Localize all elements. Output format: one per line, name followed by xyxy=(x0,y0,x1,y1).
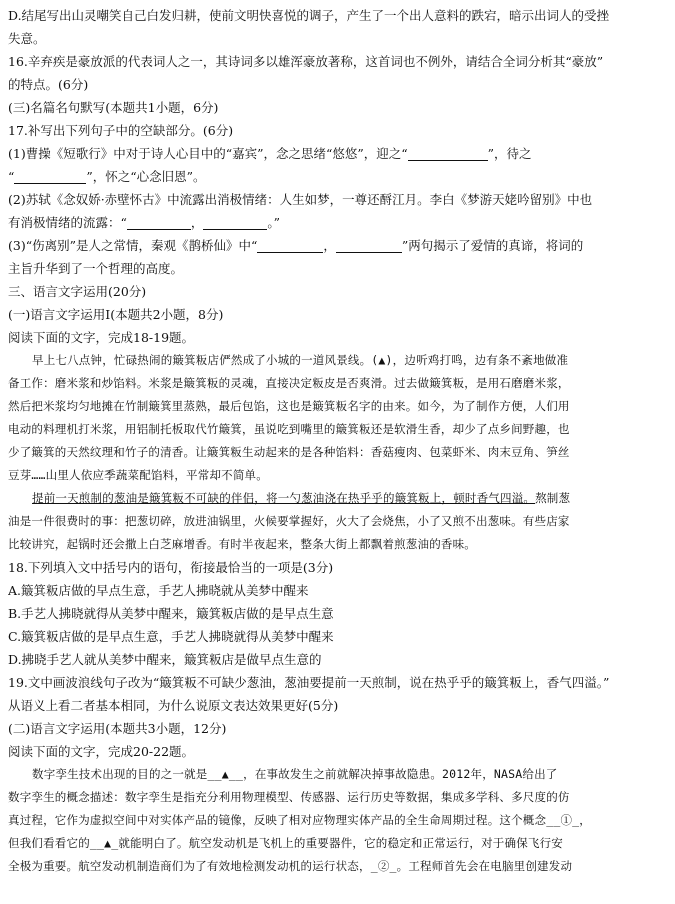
line-text: 17.补写出下列句子中的空缺部分。(6分) xyxy=(8,123,234,138)
line-text: A.簸箕粄店做的早点生意，手艺人拂晓就从美梦中醒来 xyxy=(8,583,309,598)
line-text-after-blank: ”，怀之“心念旧恩”。 xyxy=(86,169,206,184)
text-line xyxy=(8,280,645,303)
line-text: (二)语言文字运用(本题共3小题，12分) xyxy=(8,721,227,736)
fill-in-blank[interactable] xyxy=(336,238,402,253)
fill-in-blank[interactable] xyxy=(408,146,488,161)
line-text: (3)“伤离别”是人之常情，秦观《鹊桥仙》中“ xyxy=(8,238,258,253)
line-text: 的特点。(6分) xyxy=(8,77,89,92)
text-line xyxy=(8,73,645,96)
text-line xyxy=(8,832,645,855)
text-line xyxy=(8,441,645,464)
fill-in-blank[interactable] xyxy=(257,238,323,253)
text-line xyxy=(8,303,645,326)
line-text: 全极为重要。航空发动机制造商们为了有效地检测发动机的运行状态，_②_。工程师首先会在电脑里创建发动 xyxy=(8,859,573,873)
text-line xyxy=(8,602,645,625)
line-text: 少了簸箕的天然纹理和竹子的清香。让簸箕粄生动起来的是各种馅料：香菇瘦肉、包菜虾米、肉末豆角、笋丝 xyxy=(8,445,570,459)
text-line xyxy=(8,142,645,165)
text-line xyxy=(8,556,645,579)
text-line xyxy=(8,625,645,648)
fill-in-blank[interactable] xyxy=(14,169,86,184)
line-text: B.手艺人拂晓就得从美梦中醒来，簸箕粄店做的是早点生意 xyxy=(8,606,334,621)
text-line xyxy=(8,188,645,211)
line-text: 比较讲究，起锅时还会撒上白芝麻增香。有时半夜起来，整条大街上都飘着煎葱油的香味。 xyxy=(8,537,476,551)
line-text: 豆芽……山里人依应季蔬菜配馅料，平常却不简单。 xyxy=(8,468,268,482)
text-line xyxy=(8,786,645,809)
line-text: 真过程，它作为虚拟空间中对实体产品的镜像，反映了相对应物理实体产品的全生命周期过程。这个概念__①_， xyxy=(8,813,591,827)
text-line xyxy=(8,694,645,717)
text-line xyxy=(8,487,645,510)
text-line xyxy=(8,395,645,418)
text-line xyxy=(8,418,645,441)
line-text: 阅读下面的文字，完成18-19题。 xyxy=(8,330,195,345)
line-text: 失意。 xyxy=(8,31,46,46)
line-text: 数字孪生技术出现的目的之一就是__▲__，在事故发生之前就解决掉事故隐患。2012年，NASA给出了 xyxy=(32,767,558,781)
text-line xyxy=(8,533,645,556)
line-text-after-blank: 熬制葱 xyxy=(535,491,571,505)
line-text: 备工作：磨米浆和炒馅料。米浆是簸箕粄的灵魂，直接决定粄皮是否爽滑。过去做簸箕粄，是用石磨磨米浆， xyxy=(8,376,570,390)
line-text-after-blank: ”两句揭示了爱情的真谛，将词的 xyxy=(401,238,584,253)
text-line xyxy=(8,349,645,372)
text-line xyxy=(8,50,645,73)
line-text: 油是一件很费时的事：把葱切碎，放进油锅里，火候要掌握好，火大了会烧焦，小了又煎不出葱味。有些店家 xyxy=(8,514,570,528)
text-line xyxy=(8,740,645,763)
line-text: 有消极情绪的流露：“ xyxy=(8,215,127,230)
line-text-after-blank: ， xyxy=(323,238,336,253)
line-text: D.拂晓手艺人就从美梦中醒来，簸箕粄店是做早点生意的 xyxy=(8,652,322,667)
line-text-after-blank: ”，待之 xyxy=(487,146,532,161)
line-text: “ xyxy=(8,169,15,184)
line-text: 从语义上看二者基本相同，为什么说原文表达效果更好(5分) xyxy=(8,698,339,713)
line-text: 18.下列填入文中括号内的语句，衔接最恰当的一项是(3分) xyxy=(8,560,334,575)
text-line xyxy=(8,717,645,740)
line-text: 然后把米浆均匀地摊在竹制簸箕里蒸熟，最后包馅，这也是簸箕粄名字的由来。如今，为了制作方便，人们用 xyxy=(8,399,570,413)
text-line xyxy=(8,763,645,786)
text-line xyxy=(8,326,645,349)
line-text: (三)名篇名句默写(本题共1小题，6分) xyxy=(8,100,219,115)
line-text: 提前一天煎制的葱油是簸箕粄不可缺的伴侣，将一勺葱油浇在热乎乎的簸箕粄上，顿时香气四溢。 xyxy=(32,491,536,505)
line-text: 阅读下面的文字，完成20-22题。 xyxy=(8,744,195,759)
text-line xyxy=(8,27,645,50)
text-line xyxy=(8,257,645,280)
fill-in-blank[interactable] xyxy=(203,215,267,230)
text-line xyxy=(8,96,645,119)
text-line xyxy=(8,4,645,27)
text-line xyxy=(8,809,645,832)
line-text: D.结尾写出山灵嘲笑自己白发归耕，使前文明快喜悦的调子，产生了一个出人意料的跌宕，暗示出词人的受挫 xyxy=(8,8,610,23)
line-text: (一)语言文字运用Ⅰ(本题共2小题，8分) xyxy=(8,307,224,322)
line-text: 早上七八点钟，忙碌热闹的簸箕粄店俨然成了小城的一道风景线。(▲)，边听鸡打鸣，边有条不紊地做准 xyxy=(32,353,569,367)
line-text: 数字孪生的概念描述：数字孪生是指充分利用物理模型、传感器、运行历史等数据，集成多学科、多尺度的仿 xyxy=(8,790,570,804)
line-text: 19.文中画波浪线句子改为“簸箕粄不可缺少葱油，葱油要提前一天煎制，说在热乎乎的簸箕粄上，香气四溢。” xyxy=(8,675,610,690)
line-text: (1)曹操《短歌行》中对于诗人心目中的“嘉宾”，念之思绪“悠悠”，迎之“ xyxy=(8,146,408,161)
line-text: 主旨升华到了一个哲理的高度。 xyxy=(8,261,184,276)
line-text: 但我们看看它的__▲_就能明白了。航空发动机是飞机上的重要器件，它的稳定和正常运行，对于确保飞行安 xyxy=(8,836,563,850)
text-line xyxy=(8,211,645,234)
line-text: (2)苏轼《念奴娇·赤壁怀古》中流露出消极情绪：人生如梦，一尊还酹江月。李白《梦游天姥吟留别》中也 xyxy=(8,192,593,207)
line-text: 16.辛弃疾是豪放派的代表词人之一，其诗词多以雄浑豪放著称，这首词也不例外，请结合全词分析其“豪放” xyxy=(8,54,604,69)
text-line xyxy=(8,855,645,878)
text-line xyxy=(8,464,645,487)
text-line xyxy=(8,372,645,395)
line-text: 电动的料理机打米浆，用铝制托板取代竹簸箕，虽说吃到嘴里的簸箕粄还是软滑生香，却少了点乡间野趣，也 xyxy=(8,422,570,436)
line-text: 三、语言文字运用(20分) xyxy=(8,284,147,299)
text-line xyxy=(8,119,645,142)
line-text-after-blank: ， xyxy=(190,215,204,230)
text-line xyxy=(8,671,645,694)
text-line xyxy=(8,510,645,533)
text-line xyxy=(8,648,645,671)
line-text-after-blank: 。” xyxy=(267,215,281,230)
text-line xyxy=(8,234,645,257)
text-line xyxy=(8,165,645,188)
line-text: C.簸箕粄店做的是早点生意，手艺人拂晓就得从美梦中醒来 xyxy=(8,629,334,644)
text-line xyxy=(8,579,645,602)
fill-in-blank[interactable] xyxy=(127,215,191,230)
